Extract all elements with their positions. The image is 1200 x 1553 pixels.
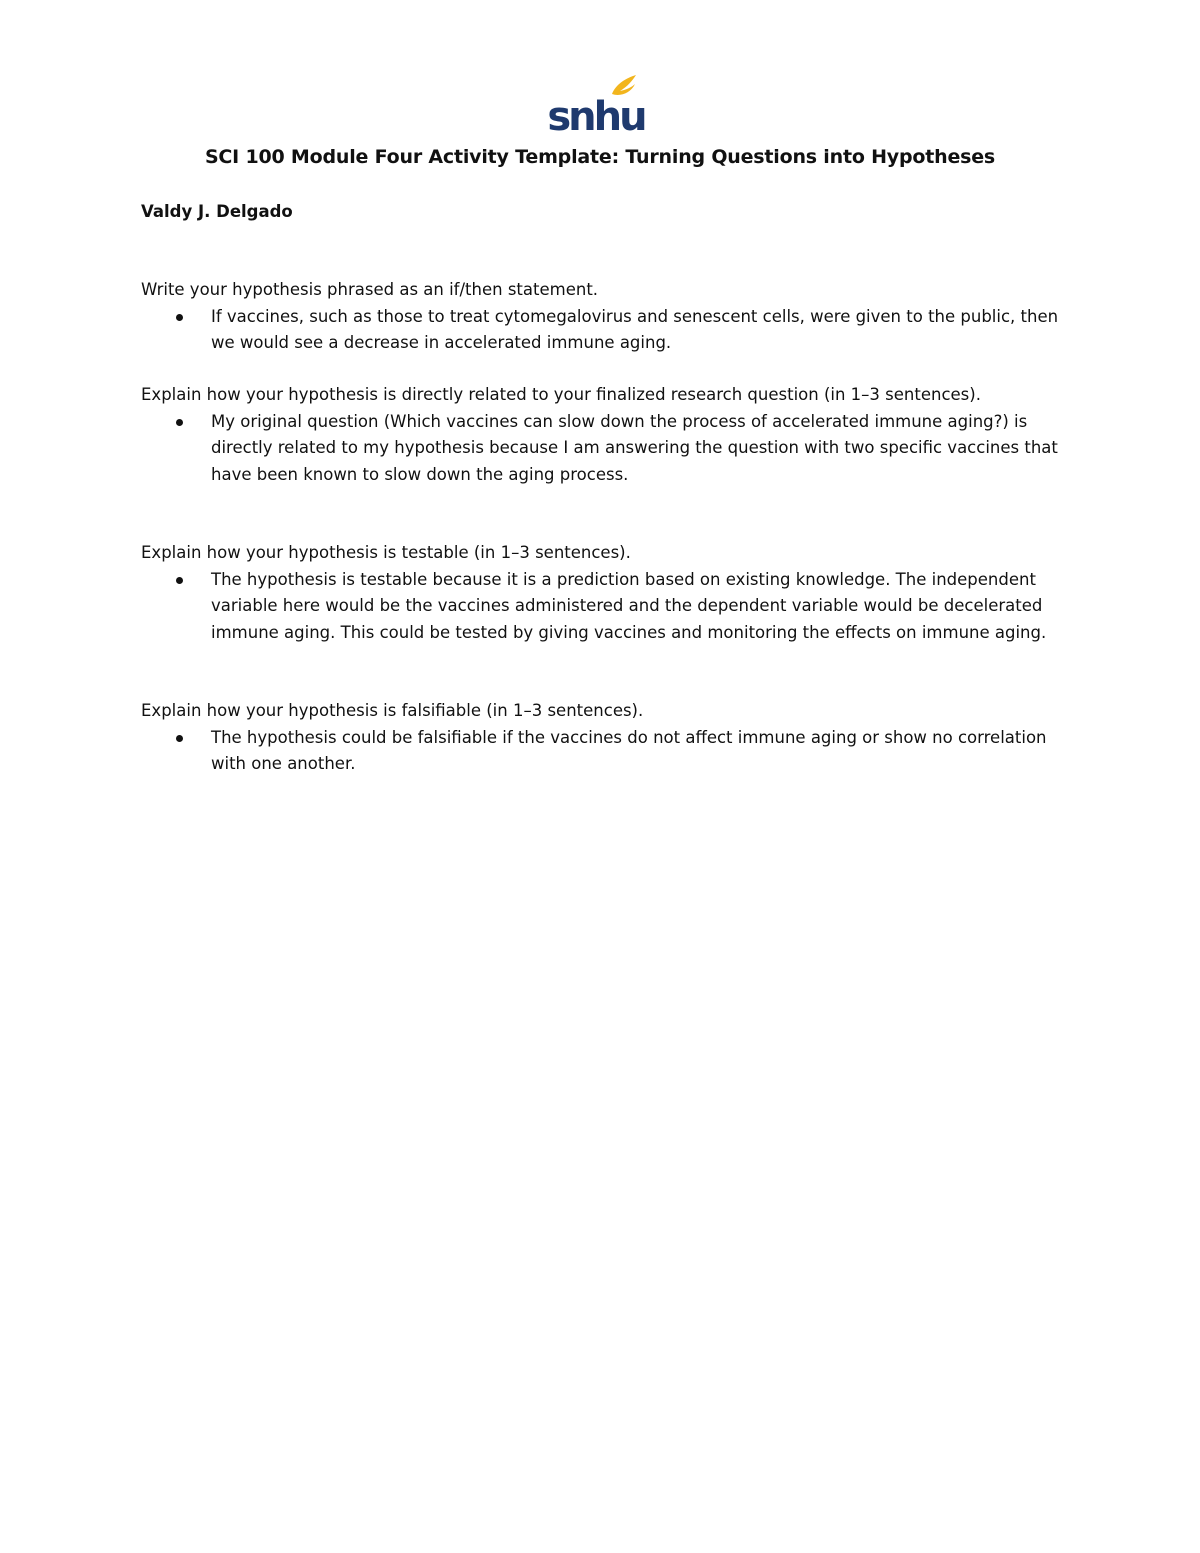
- section-prompt: Write your hypothesis phrased as an if/then statement.: [141, 280, 599, 299]
- section-prompt: Explain how your hypothesis is directly related to your finalized research question (in 1–3 sentences).: [141, 385, 981, 404]
- list-item: [141, 409, 1061, 489]
- document-title: SCI 100 Module Four Activity Template: Turning Questions into Hypotheses: [204, 146, 996, 168]
- section-testable: [141, 540, 1061, 646]
- section-falsifiable: [141, 698, 1061, 778]
- section-prompt: Explain how your hypothesis is falsifiable (in 1–3 sentences).: [141, 701, 644, 720]
- section-hypothesis: [141, 277, 1061, 357]
- bullet-icon: [176, 314, 183, 321]
- section-research-question: [141, 382, 1061, 488]
- bullet-icon: [176, 735, 183, 742]
- bullet-icon: [176, 419, 183, 426]
- flame-icon: [612, 75, 636, 95]
- snhu-logo: [547, 74, 645, 140]
- author-name: Valdy J. Delgado: [141, 202, 293, 221]
- bullet-text: The hypothesis is testable because it is a prediction based on existing knowledge. The independent variable here would be the vaccines administered and the dependent variable would be decelerated immune aging. This could be tested by giving vaccines and monitoring the effects on immune aging.: [211, 569, 1047, 642]
- section-prompt: Explain how your hypothesis is testable (in 1–3 sentences).: [141, 543, 631, 562]
- list-item: [141, 725, 1061, 778]
- logo-wordmark: snhu: [547, 94, 645, 140]
- bullet-text: My original question (Which vaccines can slow down the process of accelerated immune aging?) is directly related to my hypothesis because I am answering the question with two specific vaccines that have been known to slow down the aging process.: [211, 411, 1058, 484]
- snhu-logo-graphic: [547, 74, 645, 140]
- bullet-icon: [176, 577, 183, 584]
- list-item: [141, 567, 1061, 647]
- bullet-text: If vaccines, such as those to treat cytomegalovirus and senescent cells, were given to the public, then we would see a decrease in accelerated immune aging.: [211, 306, 1059, 352]
- list-item: [141, 304, 1061, 357]
- bullet-text: The hypothesis could be falsifiable if the vaccines do not affect immune aging or show no correlation with one another.: [211, 727, 1047, 773]
